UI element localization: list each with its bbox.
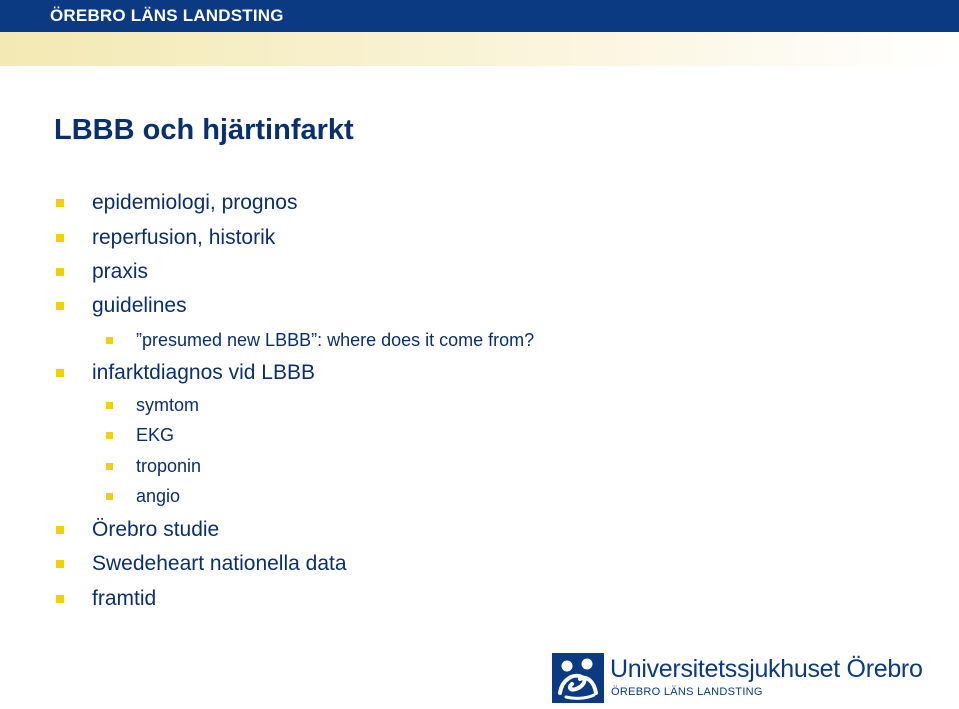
bullet-text: symtom [136,395,199,415]
bullet-square-icon [106,463,113,470]
org-name: ÖREBRO LÄNS LANDSTING [50,6,284,25]
bullet-item [92,552,347,576]
bullet-square-icon [56,595,64,603]
bullet-square-icon [56,369,64,377]
bullet-item [92,226,275,250]
hospital-logo [552,653,932,703]
bullet-square-icon [56,268,64,276]
bullet-item [92,361,315,385]
sub-bullet-item [136,425,174,446]
sub-bullet-item [136,456,201,477]
bullet-square-icon [56,526,64,534]
bullet-text: ”presumed new LBBB”: where does it come from? [136,330,535,350]
bullet-item [92,260,148,284]
bullet-text: angio [136,486,181,506]
bullet-text: troponin [136,456,202,476]
bullet-text: praxis [92,260,149,283]
bullet-square-icon [56,560,64,568]
bullet-text: reperfusion, historik [92,226,276,249]
bullet-text: Örebro studie [92,518,220,541]
bullet-square-icon [106,402,113,409]
sub-bullet-item [136,486,180,507]
bullet-text: framtid [92,587,157,610]
logo-subtitle: ÖREBRO LÄNS LANDSTING [611,686,763,698]
bullet-square-icon [106,337,113,344]
sub-bullet-item [136,395,199,416]
bullet-text: infarktdiagnos vid LBBB [92,361,315,384]
bullet-text: EKG [136,425,175,445]
bullet-square-icon [56,199,64,207]
bullet-item [92,294,187,318]
people-emblem-icon [552,653,604,703]
slide-title: LBBB och hjärtinfarkt [54,114,354,146]
bullet-item [92,191,297,215]
bullet-item [92,518,219,542]
bullet-square-icon [56,234,64,242]
logo-name: Universitetssjukhuset Örebro [610,655,923,683]
bullet-text: Swedeheart nationella data [92,552,347,575]
bullet-text: guidelines [92,294,187,317]
bullet-item [92,587,156,611]
bullet-text: epidemiologi, prognos [92,191,298,214]
sub-bullet-item [136,330,534,351]
bullet-square-icon [56,302,64,310]
bullet-square-icon [106,493,113,500]
bullet-square-icon [106,432,113,439]
